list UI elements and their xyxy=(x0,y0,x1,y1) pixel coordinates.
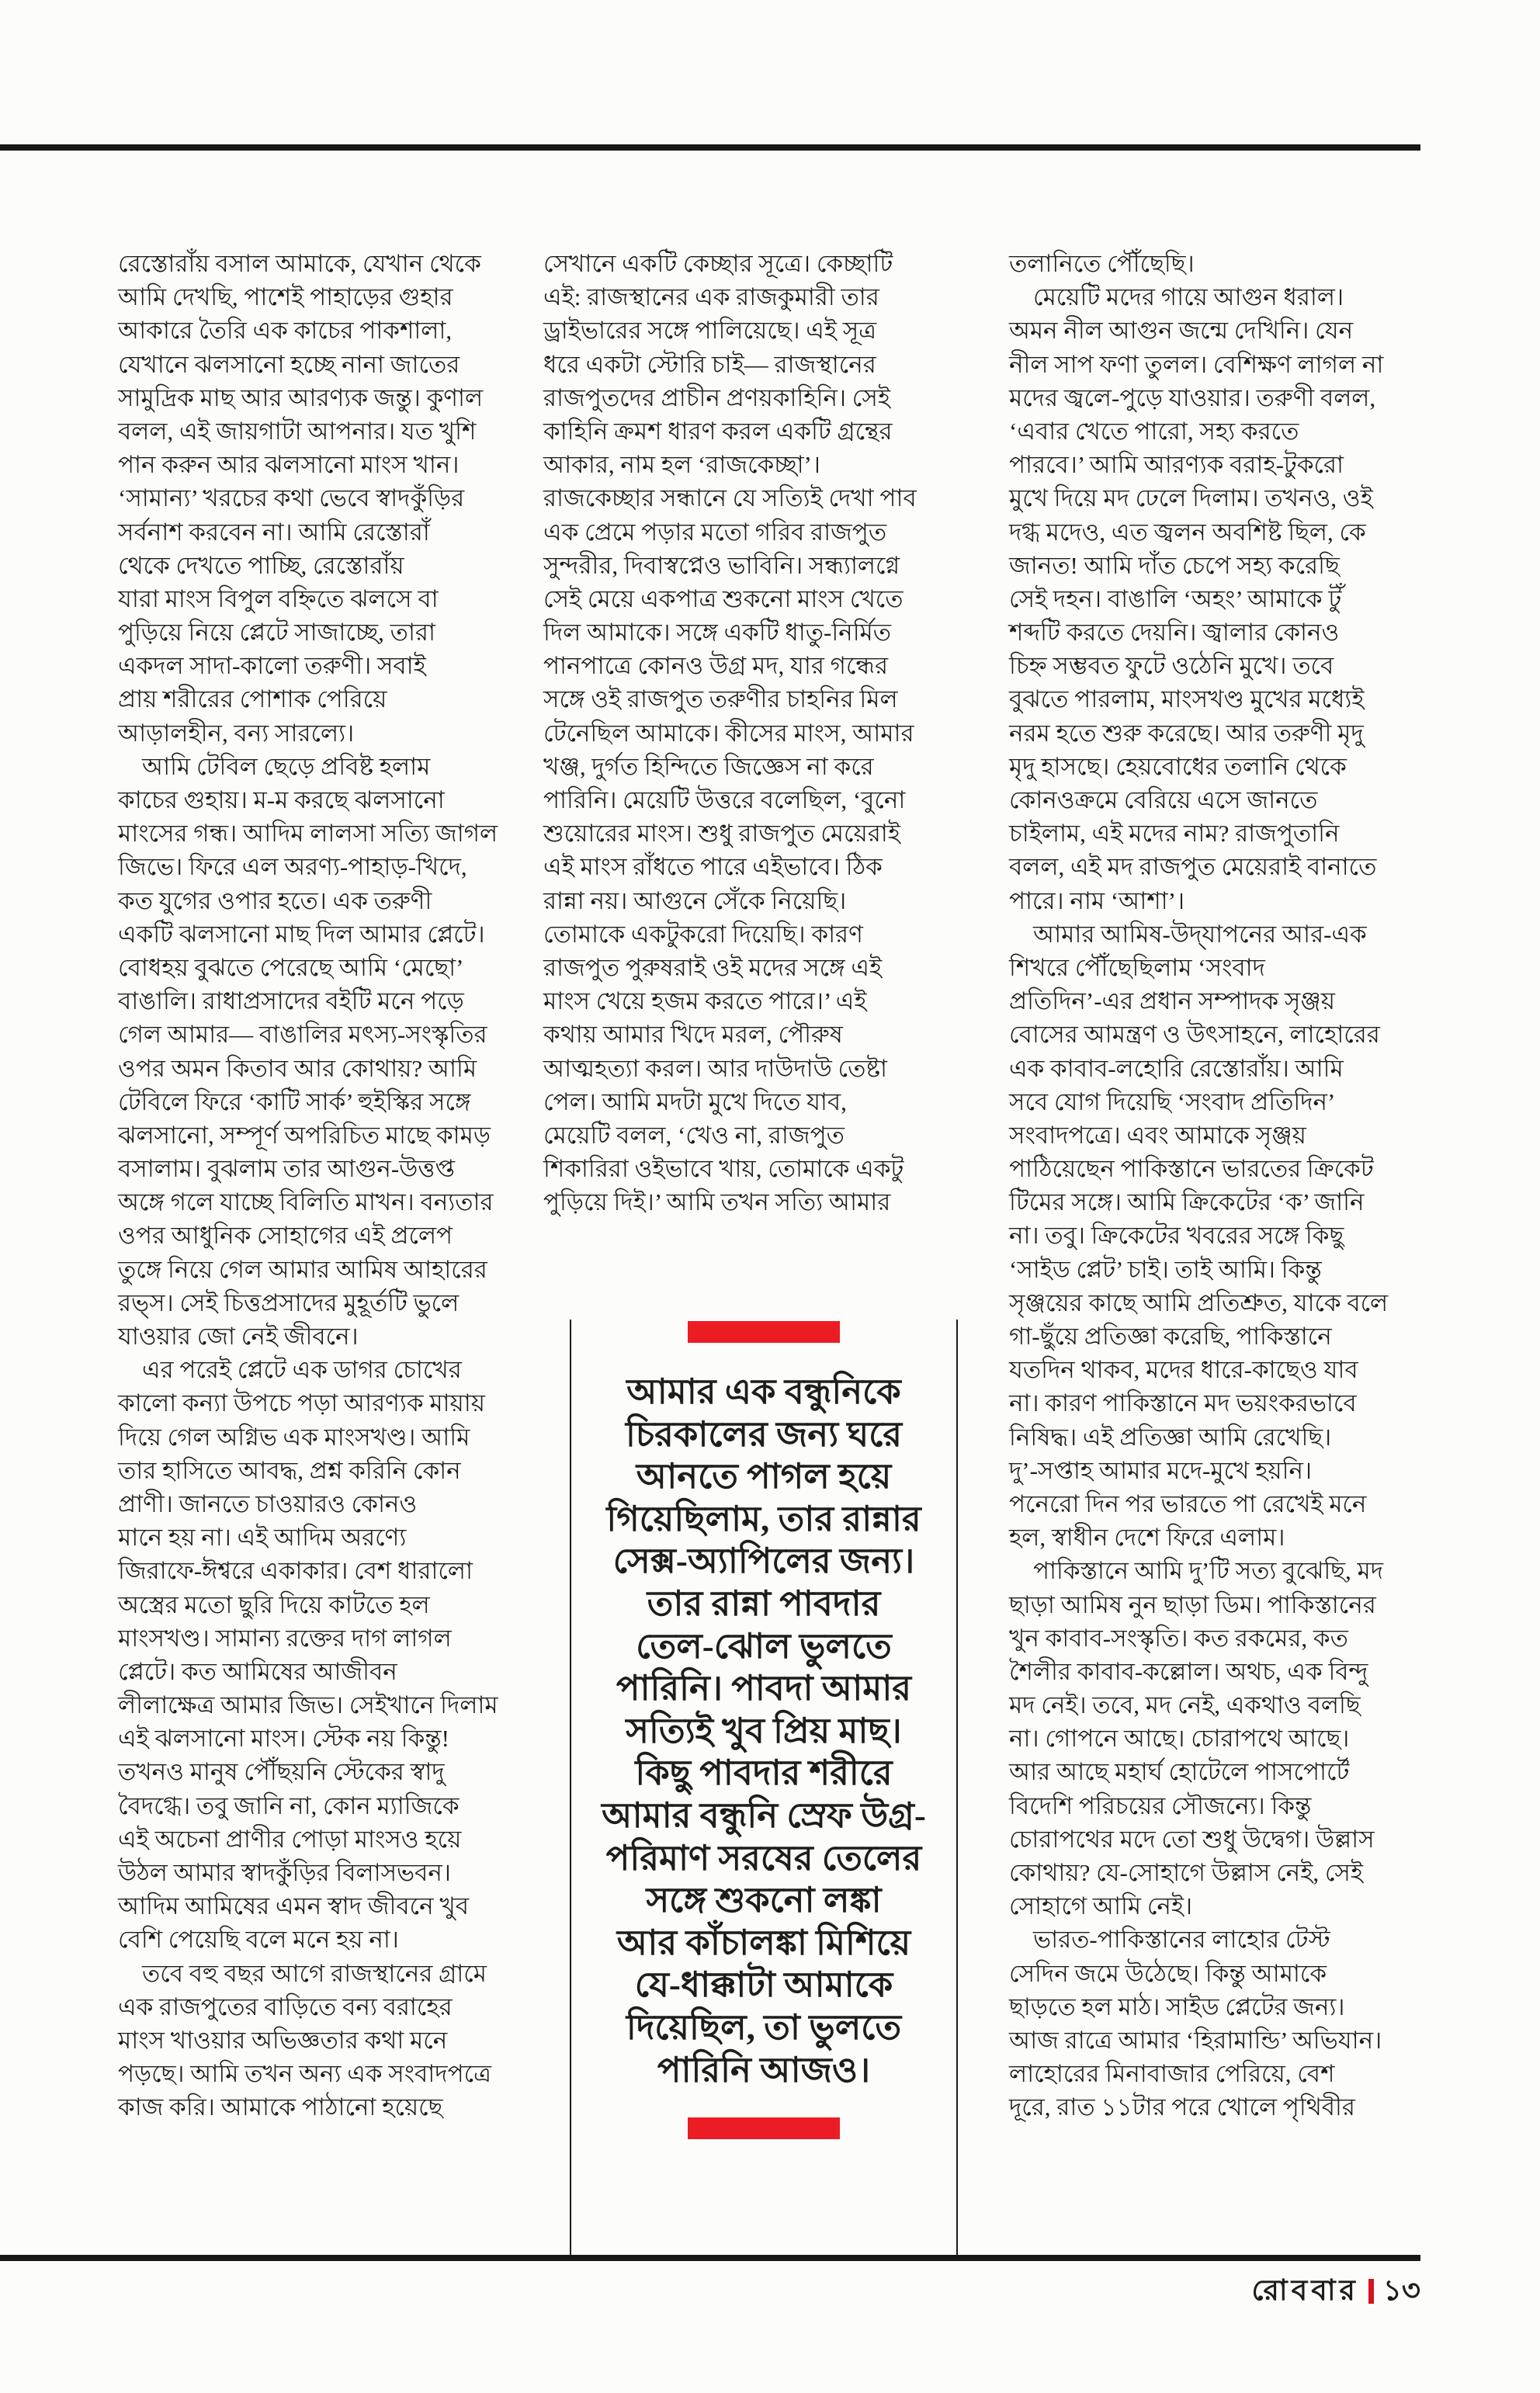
text-line: উঠল আমার স্বাদকুঁড়ির বিলাসভবন। xyxy=(118,1859,451,1886)
text-line: লীলাক্ষেত্র আমার জিভ। সেইখানে দিলাম xyxy=(118,1691,498,1719)
text-line: তবে বহু বছর আগে রাজস্থানের গ্রামে xyxy=(118,1959,487,1987)
text-line: আড়ালহীন, বন্য সারল্যে। xyxy=(118,719,355,747)
text-line: নিষিদ্ধ। এই প্রতিজ্ঞা আমি রেখেছি। xyxy=(1009,1423,1332,1451)
text-line: একদল সাদা-কালো তরুণী। সবাই xyxy=(118,652,426,680)
text-line: কাচের গুহায়। ম-ম করছে ঝলসানো xyxy=(118,786,445,813)
text-line: একটি ঝলসানো মাছ দিল আমার প্লেটে। xyxy=(118,920,485,948)
footer-magazine-name: রোববার xyxy=(1251,2274,1359,2307)
text-line: সেদিন জমে উঠেছে। কিন্তু আমাকে xyxy=(1009,1959,1327,1987)
text-line: নীল সাপ ফণা তুলল। বেশিক্ষণ লাগল না xyxy=(1009,350,1384,378)
text-line: জানত! আমি দাঁত চেপে সহ্য করেছি xyxy=(1009,551,1340,579)
text-line: পরিমাণ সরষের তেলের xyxy=(605,1838,922,1878)
text-line: প্রাণী। জানতে চাওয়ারও কোনও xyxy=(118,1490,418,1517)
text-line: আনতে পাগল হয়ে xyxy=(636,1457,892,1496)
text-line: যারা মাংস বিপুল বহ্নিতে ঝলসে বা xyxy=(118,584,439,612)
text-line: আদিম আমিষের এমন স্বাদ জীবনে খুব xyxy=(118,1892,469,1920)
footer-separator xyxy=(1368,2279,1374,2304)
text-line: শিখরে পৌঁছেছিলাম ‘সংবাদ xyxy=(1009,953,1265,981)
text-line: কিছু পাবদার শরীরে xyxy=(635,1753,893,1793)
footer-page-number: ১৩ xyxy=(1382,2274,1420,2307)
text-line: বাঙালি। রাধাপ্রসাদের বইটি মনে পড়ে xyxy=(118,987,464,1015)
text-line: যে-ধাক্কাটা আমাকে xyxy=(634,1965,893,2005)
text-line: ছাড়তে হল মাঠ। সাইড প্লেটের জন্য। xyxy=(1009,1992,1345,2020)
text-line: সঙ্গে ওই রাজপুত তরুণীর চাহনির মিল xyxy=(543,685,898,713)
text-line: ‘সাইড প্লেট’ চাই। তাই আমি। কিন্তু xyxy=(1009,1255,1322,1283)
text-line: সামুদ্রিক মাছ আর আরণ্যক জন্তু। কুণাল xyxy=(118,383,484,411)
text-line: তার রান্না পাবদার xyxy=(647,1583,881,1623)
text-line: পারিনি। পাবদা আমার xyxy=(616,1669,912,1708)
text-line: পানপাত্রে কোনও উগ্র মদ, যার গন্ধের xyxy=(543,652,889,680)
text-line: মাংস খাওয়ার অভিজ্ঞতার কথা মনে xyxy=(118,2026,448,2054)
text-line: আকারে তৈরি এক কাচের পাকশালা, xyxy=(118,317,453,345)
text-line: আমি দেখছি, পাশেই পাহাড়ের গুহার xyxy=(118,283,453,311)
text-line: সেই মেয়ে একপাত্র শুকনো মাংস খেতে xyxy=(543,584,904,612)
text-line: যতদিন থাকব, মদের ধারে-কাছেও যাব xyxy=(1009,1356,1358,1384)
text-line: রেস্তোরাঁয় বসাল আমাকে, যেখান থেকে xyxy=(118,250,481,277)
text-line: সোহাগে আমি নেই। xyxy=(1009,1892,1193,1920)
text-line: কোনওক্রমে বেরিয়ে এসে জানতে xyxy=(1009,786,1318,813)
text-line: ড্রাইভারের সঙ্গে পালিয়েছে। এই সূত্র xyxy=(543,317,877,345)
text-line: শুয়োরের মাংস। শুধু রাজপুত মেয়েরাই xyxy=(543,820,900,848)
text-line: বেশি পেয়েছি বলে মনে হয় না। xyxy=(118,1926,399,1954)
text-line: সেই দহন। বাঙালি ‘অহং’ আমাকে টুঁ xyxy=(1009,584,1342,612)
text-line: রান্না নয়। আগুনে সেঁকে নিয়েছি। xyxy=(543,886,847,914)
text-line: বলল, এই মদ রাজপুত মেয়েরাই বানাতে xyxy=(1009,853,1377,881)
text-line: মেয়েটি মদের গায়ে আগুন ধরাল। xyxy=(1009,283,1344,311)
text-line: অঙ্গে গলে যাচ্ছে বিলিতি মাখন। বন্যতার xyxy=(118,1188,494,1216)
text-line: এই অচেনা প্রাণীর পোড়া মাংসও হয়ে xyxy=(118,1825,462,1853)
pull-quote-left-rule xyxy=(570,1320,571,2256)
text-line: এক প্রেমে পড়ার মতো গরিব রাজপুত xyxy=(543,518,887,546)
text-line: বলল, এই জায়গাটা আপনার। যত খুশি xyxy=(118,417,477,445)
text-line: পারিনি। মেয়েটি উত্তরে বলেছিল, ‘বুনো xyxy=(543,786,906,813)
text-line: এক কাবাব-লহোরি রেস্তোরাঁয়। আমি xyxy=(1009,1054,1344,1082)
text-line: জিভে। ফিরে এল অরণ্য-পাহাড়-খিদে, xyxy=(118,853,467,881)
text-line: আকার, নাম হল ‘রাজকেচ্ছা’। xyxy=(543,451,820,479)
text-line: ঝলসানো, সম্পূর্ণ অপরিচিত মাছে কামড় xyxy=(118,1121,491,1149)
article-column-2 xyxy=(543,247,959,1219)
text-line: প্রায় শরীরের পোশাক পেরিয়ে xyxy=(118,685,387,713)
text-line: যাওয়ার জো নেই জীবনে। xyxy=(118,1323,359,1350)
text-line: তেল-ঝোল ভুলতে xyxy=(636,1626,892,1666)
text-line: পান করুন আর ঝলসানো মাংস খান। xyxy=(118,451,460,479)
text-line: তখনও মানুষ পৌঁছয়নি স্টেকের স্বাদু xyxy=(118,1758,445,1786)
text-line: আমার এক বন্ধুনিকে xyxy=(626,1372,901,1411)
text-line: না। গোপনে আছে। চোরাপথে আছে। xyxy=(1009,1725,1350,1753)
text-line: তোমাকে একটুকরো দিয়েছি। কারণ xyxy=(543,920,863,948)
text-line: আমি টেবিল ছেড়ে প্রবিষ্ট হলাম xyxy=(118,752,431,780)
text-line: আর আছে মহার্ঘ হোটেলে পাসপোর্টে xyxy=(1009,1758,1350,1786)
text-line: দু’-সপ্তাহ আমার মদে-মুখে হয়নি। xyxy=(1009,1456,1313,1484)
page-footer xyxy=(1252,2274,1420,2308)
text-line: প্লেটে। কত আমিষের আজীবন xyxy=(118,1657,397,1685)
text-line: আজ রাত্রে আমার ‘হিরামান্ডি’ অভিযান। xyxy=(1009,2026,1382,2054)
text-line: কাজ করি। আমাকে পাঠানো হয়েছে xyxy=(118,2093,443,2121)
text-line: ওপর অমন কিতাব আর কোথায়? আমি xyxy=(118,1054,477,1082)
text-line: পাঠিয়েছেন পাকিস্তানে ভারতের ক্রিকেট xyxy=(1009,1155,1374,1183)
text-line: এক রাজপুতের বাড়িতে বন্য বরাহের xyxy=(118,1992,453,2020)
text-line: এই ঝলসানো মাংস। স্টেক নয় কিন্তু! xyxy=(118,1725,449,1753)
text-line: ওপর আধুনিক সোহাগের এই প্রলেপ xyxy=(118,1222,453,1250)
text-line: খঞ্জ, দুর্গত হিন্দিতে জিজ্ঞেস না করে xyxy=(543,752,874,780)
text-line: কথায় আমার খিদে মরল, পৌরুষ xyxy=(543,1021,843,1049)
text-line: এর পরেই প্লেটে এক ডাগর চোখের xyxy=(118,1356,462,1384)
text-line: ভারত-পাকিস্তানের লাহোর টেস্ট xyxy=(1009,1926,1330,1954)
text-line: রাজকেচ্ছার সন্ধানে যে সত্যিই দেখা পাব xyxy=(543,484,917,512)
text-line: পাকিস্তানে আমি দু’টি সত্য বুঝেছি, মদ xyxy=(1009,1557,1383,1585)
text-line: রাজপুতদের প্রাচীন প্রণয়কাহিনি। সেই xyxy=(543,383,890,411)
text-line: যেখানে ঝলসানো হচ্ছে নানা জাতের xyxy=(118,350,460,378)
text-line: তুঙ্গে নিয়ে গেল আমার আমিষ আহারের xyxy=(118,1255,487,1283)
text-line: পনেরো দিন পর ভারতে পা রেখেই মনে xyxy=(1009,1490,1367,1517)
text-line: তলানিতে পৌঁছেছি। xyxy=(1009,250,1195,277)
text-line: পারিনি আজও। xyxy=(657,2050,871,2090)
text-line: প্রতিদিন’-এর প্রধান সম্পাদক সৃঞ্জয় xyxy=(1009,987,1336,1015)
pull-quote-red-bar-top xyxy=(688,1321,840,1343)
text-line: গা-ছুঁয়ে প্রতিজ্ঞা করেছি, পাকিস্তানে xyxy=(1009,1323,1332,1350)
text-line: মদের জ্বলে-পুড়ে যাওয়ার। তরুণী বলল, xyxy=(1009,383,1376,411)
text-line: মাংসখণ্ড। সামান্য রক্তের দাগ লাগল xyxy=(118,1624,452,1652)
text-line: সৃঞ্জয়ের কাছে আমি প্রতিশ্রুত, যাকে বলে xyxy=(1009,1288,1389,1316)
bottom-rule xyxy=(0,2255,1420,2261)
text-line: অমন নীল আগুন জন্মে দেখিনি। যেন xyxy=(1009,317,1354,345)
text-line: চোরাপথের মদে তো শুধু উদ্বেগ। উল্লাস xyxy=(1009,1825,1375,1853)
pull-quote-text xyxy=(578,1371,950,2091)
text-line: সেক্স-অ্যাপিলের জন্য। xyxy=(612,1542,915,1581)
text-line: টিমের সঙ্গে। আমি ক্রিকেটের ‘ক’ জানি xyxy=(1009,1188,1365,1216)
text-line: সর্বনাশ করবেন না। আমি রেস্তোরাঁ xyxy=(118,518,430,546)
text-line: সুন্দরীর, দিবাস্বপ্নেও ভাবিনি। সন্ধ্যালগ্নে xyxy=(543,551,900,579)
text-line: দিয়েছিল, তা ভুলতে xyxy=(626,2007,902,2047)
text-line: টেনেছিল আমাকে। কীসের মাংস, আমার xyxy=(543,719,914,747)
text-line: কোথায়? যে-সোহাগে উল্লাস নেই, সেই xyxy=(1009,1859,1363,1886)
text-line: কালো কন্যা উপচে পড়া আরণ্যক মায়ায় xyxy=(118,1389,486,1417)
text-line: জিরাফে-ঈশ্বরে একাকার। বেশ ধারালো xyxy=(118,1557,473,1585)
text-line: বোসের আমন্ত্রণ ও উৎসাহনে, লাহোরের xyxy=(1009,1021,1380,1049)
text-line: শিকারিরা ওইভাবে খায়, তোমাকে একটু xyxy=(543,1155,904,1183)
text-line: গেল আমার— বাঙালির মৎস্য-সংস্কৃতির xyxy=(118,1021,487,1049)
text-line: বিদেশি পরিচয়ের সৌজন্যে। কিন্তু xyxy=(1009,1791,1312,1819)
text-line: এই মাংস রাঁধতে পারে এইভাবে। ঠিক xyxy=(543,853,883,881)
text-line: বোধহয় বুঝতে পেরেছে আমি ‘মেছো’ xyxy=(118,953,464,981)
pull-quote xyxy=(578,1321,950,2139)
text-line: চিহ্ন সম্ভবত ফুটে ওঠেনি মুখে। তবে xyxy=(1009,652,1334,680)
text-line: বৈদগ্ধে। তবু জানি না, কোন ম্যাজিকে xyxy=(118,1791,460,1819)
text-line: মাংস খেয়ে হজম করতে পারে।’ এই xyxy=(543,987,867,1015)
text-line: শব্দটি করতে দেয়নি। জ্বালার কোনও xyxy=(1009,619,1340,647)
text-line: পেল। আমি মদটা মুখে দিতে যাব, xyxy=(543,1087,847,1115)
text-line: এই: রাজস্থানের এক রাজকুমারী তার xyxy=(543,283,879,311)
top-rule xyxy=(0,144,1420,151)
text-line: পুড়িয়ে দিই।’ আমি তখন সত্যি আমার xyxy=(543,1188,891,1216)
text-line: সঙ্গে শুকনো লঙ্কা xyxy=(646,1881,882,1920)
text-line: ছাড়া আমিষ নুন ছাড়া ডিম। পাকিস্তানের xyxy=(1009,1590,1376,1618)
text-line: সবে যোগ দিয়েছি ‘সংবাদ প্রতিদিন’ xyxy=(1009,1087,1336,1115)
text-line: চিরকালের জন্য ঘরে xyxy=(625,1414,903,1454)
text-line: হল, স্বাধীন দেশে ফিরে এলাম। xyxy=(1009,1524,1285,1552)
text-line: নরম হতে শুরু করেছে। আর তরুণী মৃদু xyxy=(1009,719,1364,747)
text-line: আমার আমিষ-উদ্‌যাপনের আর-এক xyxy=(1009,920,1367,948)
text-line: দগ্ধ মদেও, এত জ্বলন অবশিষ্ট ছিল, কে xyxy=(1009,518,1366,546)
text-line: ‘সামান্য’ খরচের কথা ভেবে স্বাদকুঁড়ির xyxy=(118,484,465,512)
text-line: তার হাসিতে আবদ্ধ, প্রশ্ন করিনি কোন xyxy=(118,1456,461,1484)
text-line: দিয়ে গেল অগ্নিভ এক মাংসখণ্ড। আমি xyxy=(118,1423,470,1451)
text-line: না। তবু। ক্রিকেটের খবরের সঙ্গে কিছু xyxy=(1009,1222,1344,1250)
text-line: মুখে দিয়ে মদ ঢেলে দিলাম। তখনও, ওই xyxy=(1009,484,1373,512)
text-line: মানে হয় না। এই আদিম অরণ্যে xyxy=(118,1524,407,1552)
text-line: ‘এবার খেতে পারো, সহ্য করতে xyxy=(1009,417,1299,445)
text-line: টেবিলে ফিরে ‘কাটি সার্ক’ হুইস্কির সঙ্গে xyxy=(118,1087,471,1115)
text-line: মেয়েটি বলল, ‘খেও না, রাজপুত xyxy=(543,1121,845,1149)
text-line: সত্যিই খুব প্রিয় মাছ। xyxy=(626,1711,902,1750)
article-column-1 xyxy=(118,247,506,2124)
text-line: পারবে।’ আমি আরণ্যক বরাহ-টুকরো xyxy=(1009,451,1344,479)
text-line: আর কাঁচালঙ্কা মিশিয়ে xyxy=(616,1923,911,1962)
text-line: থেকে দেখতে পাচ্ছি, রেস্তোরাঁয় xyxy=(118,551,404,579)
text-line: ধরে একটা স্টোরি চাই— রাজস্থানের xyxy=(543,350,876,378)
text-line: মৃদু হাসছে। হেয়বোধের তলানি থেকে xyxy=(1009,752,1347,780)
pull-quote-right-rule xyxy=(956,1320,958,2256)
text-line: খুন কাবাব-সংস্কৃতি। কত রকমের, কত xyxy=(1009,1624,1348,1652)
text-line: পারে। নাম ‘আশা’। xyxy=(1009,886,1185,914)
text-line: না। কারণ পাকিস্তানে মদ ভয়ংকরভাবে xyxy=(1009,1389,1357,1417)
text-line: কাহিনি ক্রমশ ধারণ করল একটি গ্রন্থের xyxy=(543,417,893,445)
text-line: শৈলীর কাবাব-কল্লোল। অথচ, এক বিন্দু xyxy=(1009,1657,1368,1685)
text-line: রভ্স। সেই চিত্তপ্রসাদের মুহূর্তটি ভুলে xyxy=(118,1288,460,1316)
text-line: বসালাম। বুঝলাম তার আগুন-উত্তপ্ত xyxy=(118,1155,455,1183)
text-line: মদ নেই। তবে, মদ নেই, একথাও বলছি xyxy=(1009,1691,1361,1719)
text-line: দিল আমাকে। সঙ্গে একটি ধাতু-নির্মিত xyxy=(543,619,892,647)
text-line: সংবাদপত্রে। এবং আমাকে সৃঞ্জয় xyxy=(1009,1121,1306,1149)
text-line: গিয়েছিলাম, তার রান্নার xyxy=(606,1499,921,1538)
text-line: সেখানে একটি কেচ্ছার সূত্রে। কেচ্ছাটি xyxy=(543,250,893,277)
text-line: রাজপুত পুরুষরাই ওই মদের সঙ্গে এই xyxy=(543,953,883,981)
text-line: কত যুগের ওপার হতে। এক তরুণী xyxy=(118,886,432,914)
text-line: লাহোরের মিনাবাজার পেরিয়ে, বেশ xyxy=(1009,2060,1335,2088)
text-line: অস্ত্রের মতো ছুরি দিয়ে কাটতে হল xyxy=(118,1590,430,1618)
article-column-3 xyxy=(1009,247,1420,2124)
text-line: বুঝতে পারলাম, মাংসখণ্ড মুখের মধ্যেই xyxy=(1009,685,1365,713)
text-line: আমার বন্ধুনি স্রেফ উগ্র- xyxy=(602,1795,926,1835)
text-line: মাংসের গন্ধ। আদিম লালসা সত্যি জাগল xyxy=(118,820,498,848)
pull-quote-red-bar-bottom xyxy=(688,2117,840,2139)
text-line: পুড়িয়ে নিয়ে প্লেটে সাজাচ্ছে, তারা xyxy=(118,619,435,647)
text-line: আত্মহত্যা করল। আর দাউদাউ তেষ্টা xyxy=(543,1054,887,1082)
text-line: পড়ছে। আমি তখন অন্য এক সংবাদপত্রে xyxy=(118,2060,491,2088)
text-line: চাইলাম, এই মদের নাম? রাজপুতানি xyxy=(1009,820,1340,848)
text-line: দূরে, রাত ১১টার পরে খোলে পৃথিবীর xyxy=(1009,2093,1355,2121)
